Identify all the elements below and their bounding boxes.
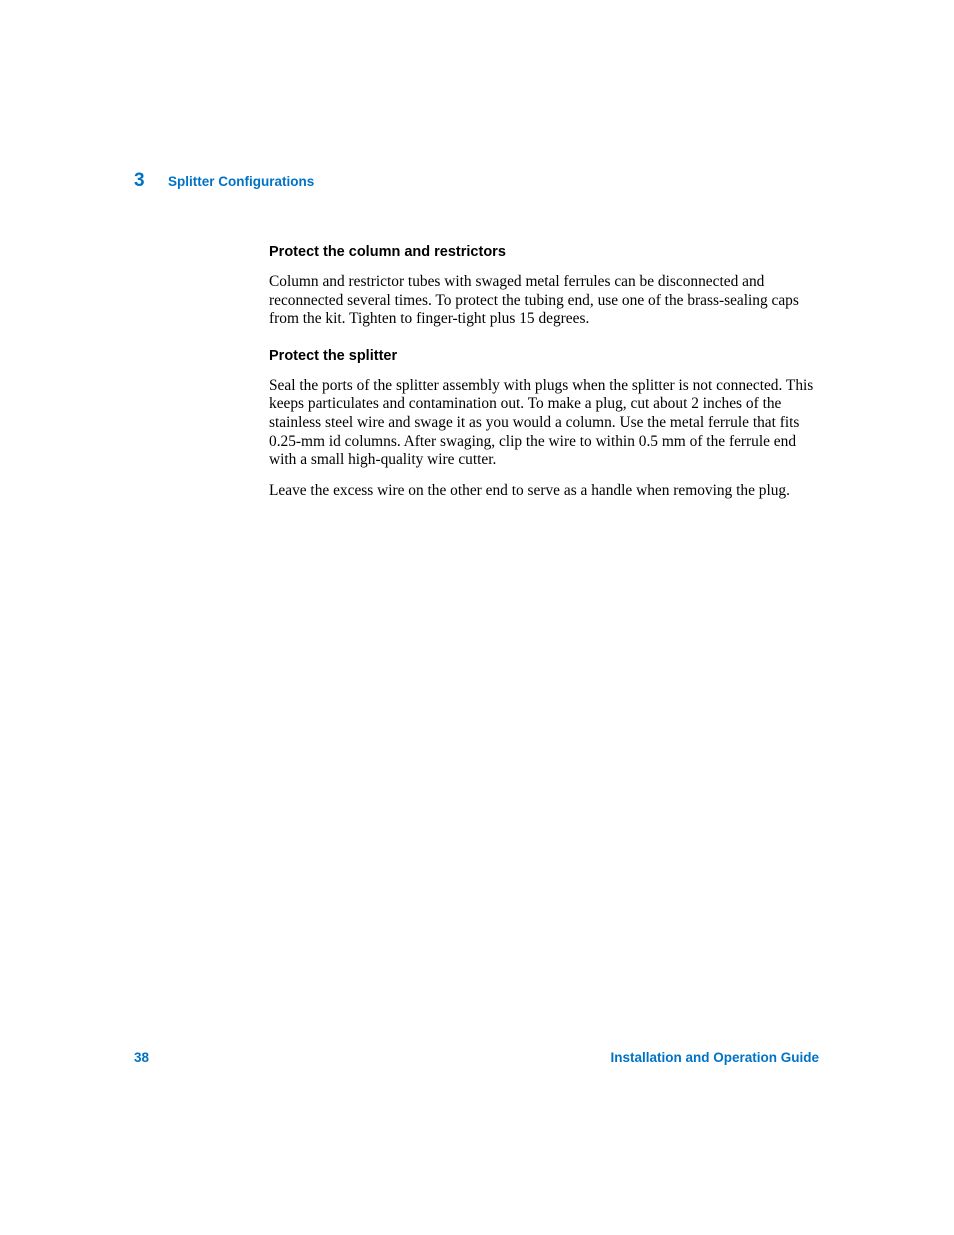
- section-heading: Protect the splitter: [269, 347, 398, 364]
- section-heading: Protect the column and restrictors: [269, 244, 506, 260]
- page-footer: [134, 1050, 819, 1065]
- section-protect-column: [269, 241, 819, 329]
- guide-title: Installation and Operation Guide: [610, 1050, 819, 1065]
- section-paragraph: Column and restrictor tubes with swaged metal ferrules can be disconnected and reconnected several times. To protect the tubing end, use one of the brass-sealing caps from the kit. Tighten to finger-tight plus 15 degrees.: [269, 273, 799, 328]
- chapter-title: Splitter Configurations: [168, 174, 315, 189]
- chapter-number: 3: [134, 170, 145, 191]
- section-paragraph: Seal the ports of the splitter assembly with plugs when the splitter is not connected. This keeps particulates and contamination out. To make a plug, cut about 2 inches of the stainless steel wire and swage it as you would a column. Use the metal ferrule that fits 0.25-mm id columns. After swaging, clip the wire to within 0.5 mm of the ferrule end with a small high-quality wire cutter.: [269, 376, 814, 469]
- main-content: [269, 241, 819, 512]
- chapter-header: [134, 170, 314, 192]
- section-protect-splitter: [269, 345, 819, 501]
- page-number: 38: [134, 1050, 150, 1065]
- section-paragraph: Leave the excess wire on the other end to serve as a handle when removing the plug.: [269, 481, 790, 499]
